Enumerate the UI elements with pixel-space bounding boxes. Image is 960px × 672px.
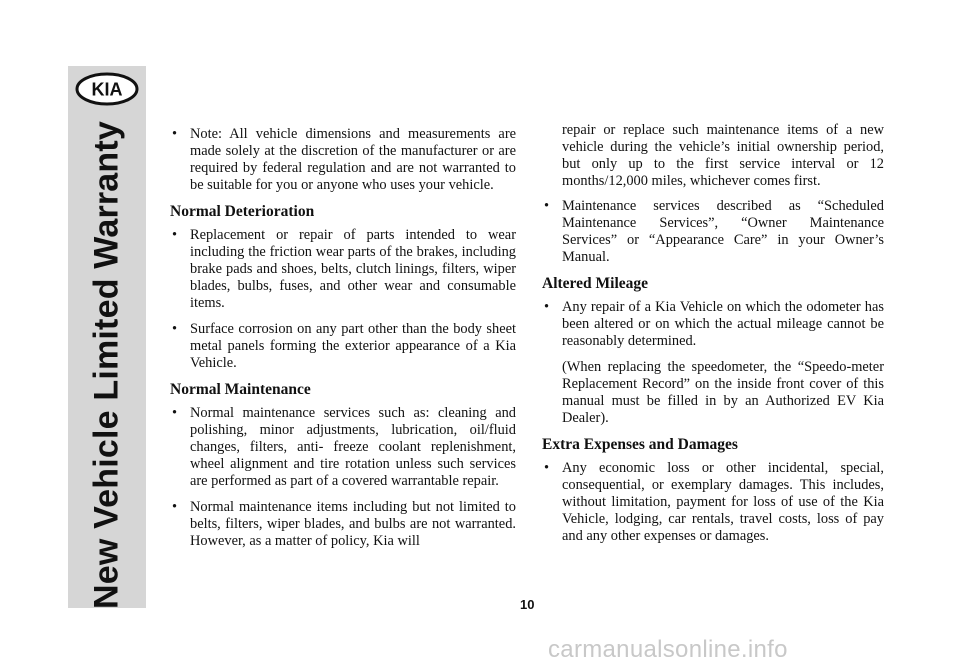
extra-expenses-item: • Any economic loss or other incidental, special, consequential, or exemplary damages. This includes, without limitation, payment for loss of use of the Kia Vehicle, lodging, car rentals, travel costs, loss of pay and any other expenses or damages.: [542, 460, 884, 545]
heading-normal-deterioration: Normal Deterioration: [170, 203, 315, 220]
watermark-text: carmanualsonline.info: [548, 636, 788, 663]
side-title: [68, 120, 146, 610]
heading-extra-expenses: Extra Expenses and Damages: [542, 436, 738, 453]
speedometer-note: (When replacing the speedometer, the “Speedo-meter Replacement Record” on the inside front cover of this manual must be filled in by an Authorized EV Kia Dealer).: [562, 359, 884, 426]
side-title-text: New Vehicle Limited Warranty: [87, 120, 126, 610]
maintenance-item-1: • Normal maintenance services such as: cleaning and polishing, minor adjustments, lubrication, oil/fluid changes, filters, anti- freeze coolant replenishment, wheel alignment and tire rotation unless such services are performed as part of a covered warrantable repair.: [170, 405, 516, 490]
heading-normal-maintenance: Normal Maintenance: [170, 381, 311, 398]
sidebar: [68, 66, 146, 608]
altered-mileage-item: • Any repair of a Kia Vehicle on which the odometer has been altered or on which the actual mileage cannot be reasonably determined.: [542, 299, 884, 350]
svg-text:KIA: KIA: [91, 79, 123, 100]
deterioration-item-2: • Surface corrosion on any part other than the body sheet metal panels forming the exterior appearance of a Kia Vehicle.: [170, 321, 516, 372]
heading-altered-mileage: Altered Mileage: [542, 275, 649, 292]
maintenance-continuation: repair or replace such maintenance items of a new vehicle during the vehicle’s initial ownership period, but only up to the first service interval or 12 months/12,000 miles, whichever comes first.: [562, 122, 884, 189]
page-number: 10: [520, 597, 535, 612]
left-column: [170, 126, 516, 559]
maintenance-item-2: • Normal maintenance items including but not limited to belts, filters, wiper blades, and bulbs are not warranted. However, as a matter of policy, Kia will: [170, 499, 516, 550]
right-column: [542, 122, 884, 554]
note-bullet: • Note: All vehicle dimensions and measurements are made solely at the discretion of the manufacturer or are required by federal regulation and are not warranted to be suitable for you or anyone who uses your vehicle.: [170, 126, 516, 194]
deterioration-item-1: • Replacement or repair of parts intended to wear including the friction wear parts of the brakes, including brake pads and shoes, belts, clutch linings, filters, wiper blades, bulbs, fuses, and other wear and consumable items.: [170, 227, 516, 312]
kia-logo: [75, 72, 139, 106]
maintenance-services-item: • Maintenance services described as “Scheduled Maintenance Services”, “Owner Maintenance Services” or “Appearance Care” in your Owner’s Manual.: [542, 198, 884, 266]
